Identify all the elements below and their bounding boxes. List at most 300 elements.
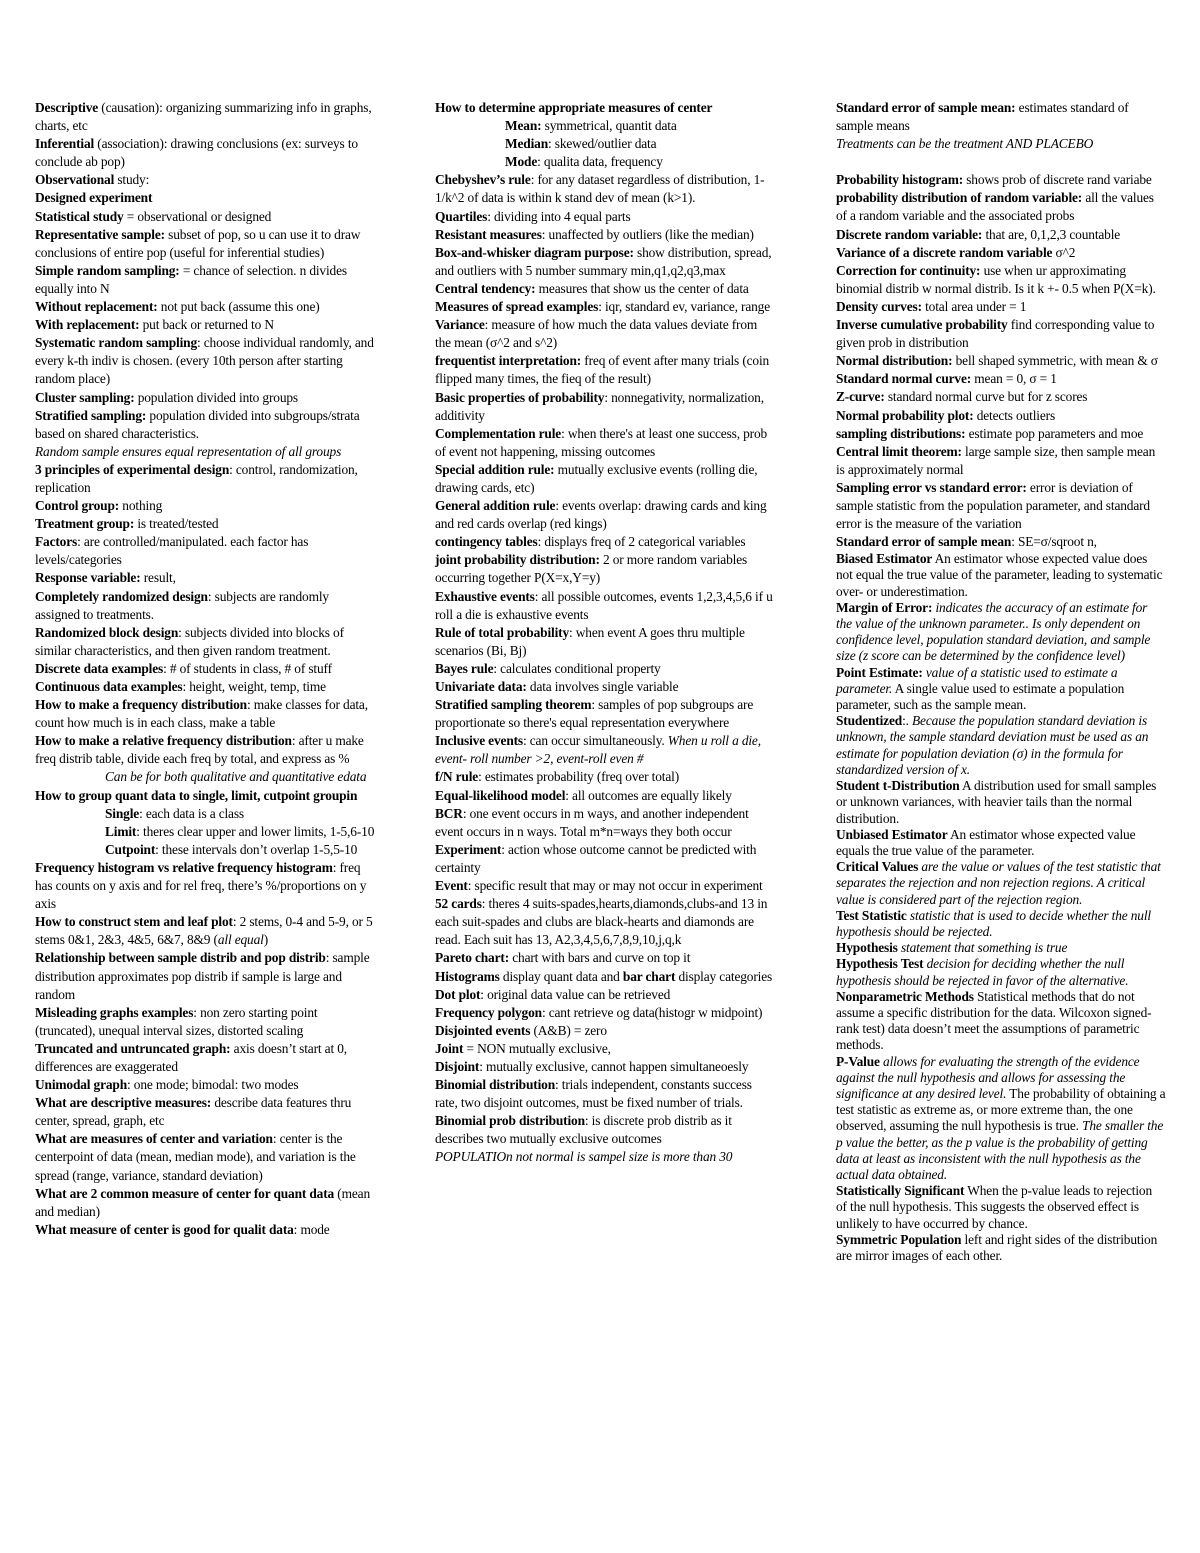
- entry-definition: A single value used to estimate a population parameter, such as the sample mean.: [836, 680, 1125, 713]
- entry-definition: : each data is a class: [139, 805, 244, 821]
- entry-definition: : calculates conditional property: [493, 660, 661, 676]
- glossary-entry: [836, 713, 1166, 778]
- entry-definition: : estimates probability (freq over total): [478, 769, 680, 785]
- glossary-entry: [435, 316, 775, 352]
- entry-term: Treatment group:: [35, 516, 135, 532]
- entry-term: Joint: [435, 1040, 464, 1056]
- entry-term: Inclusive events: [435, 733, 523, 749]
- glossary-entry: [836, 940, 1166, 956]
- glossary-entry: [836, 827, 1166, 859]
- entry-term: Normal distribution:: [836, 353, 953, 369]
- glossary-entry: [35, 859, 375, 913]
- entry-italic-text: POPULATIOn not normal is sampel size is more than 30: [435, 1149, 733, 1165]
- entry-term: How to construct stem and leaf plot: [35, 914, 233, 930]
- entry-italic-text: value of a statistic used to estimate a parameter.: [836, 664, 1118, 696]
- glossary-entry: [836, 99, 1166, 135]
- glossary-entry: [435, 1022, 775, 1040]
- glossary-entry: [435, 117, 775, 135]
- entry-definition: : mode: [293, 1221, 330, 1237]
- entry-definition: (mean and median): [35, 1185, 370, 1219]
- entry-definition: : 2 stems, 0-4 and 5-9, or 5 stems 0&1, 2&3, 4&5, 6&7, 8&9 (: [35, 914, 373, 948]
- column-3-lower: [836, 551, 1166, 1264]
- glossary-entry: [435, 208, 775, 226]
- entry-definition: : mutually exclusive, cannot happen simultaneoesly: [479, 1058, 749, 1074]
- entry-italic-text: Because the population standard deviation is unknown, the sample standard deviation must be used as an estimate for population deviation (σ) in the formula for standardized version of x.: [836, 713, 1149, 777]
- entry-definition: : theres 4 suits-spades,hearts,diamonds,clubs-and 13 in each suit-spades and clubs are black-hearts and diamonds are read. Each suit has 13, A2,3,4,5,6,7,8,9,10,j,q,k: [435, 896, 768, 948]
- entry-term: Standard normal curve:: [836, 371, 972, 387]
- entry-italic-text: allows for evaluating the strength of the evidence against the null hypothesis and allows for assessing the significance at any desired level.: [836, 1053, 1140, 1101]
- entry-term: Quartiles: [435, 208, 488, 224]
- glossary-entry: [35, 805, 375, 823]
- entry-definition: : qualita data, frequency: [537, 154, 663, 170]
- glossary-entry: [435, 678, 775, 696]
- glossary-entry: [435, 389, 775, 425]
- entry-term: Symmetric Population: [836, 1231, 962, 1247]
- glossary-entry: [435, 551, 775, 587]
- entry-definition: measures that show us the center of data: [535, 280, 749, 296]
- entry-term: Experiment: [435, 841, 502, 857]
- entry-definition: estimate pop parameters and moe: [965, 425, 1144, 441]
- glossary-entry: [435, 588, 775, 624]
- entry-definition: : displays freq of 2 categorical variables: [537, 534, 746, 550]
- entry-definition: subset of pop, so u can use it to draw conclusions of entire pop (useful for inferential studies): [35, 226, 361, 260]
- entry-term: Exhaustive events: [435, 588, 535, 604]
- glossary-entry: [435, 624, 775, 660]
- glossary-entry: [836, 388, 1166, 406]
- entry-definition: nothing: [119, 498, 163, 514]
- entry-term: Complementation rule: [435, 425, 562, 441]
- glossary-entry: [35, 913, 375, 949]
- glossary-entry: [836, 551, 1166, 600]
- entry-term: Statistical study: [35, 208, 124, 224]
- entry-term: P-Value: [836, 1053, 880, 1069]
- glossary-entry: [836, 370, 1166, 388]
- glossary-entry: [35, 588, 375, 624]
- glossary-entry: [435, 968, 775, 986]
- glossary-entry: [836, 989, 1166, 1054]
- glossary-entry: [435, 135, 775, 153]
- glossary-entry: [435, 696, 775, 732]
- entry-term: Simple random sampling:: [35, 262, 180, 278]
- glossary-entry: [35, 1094, 375, 1130]
- glossary-entry: [35, 99, 375, 135]
- entry-definition: : action whose outcome cannot be predicted with certainty: [435, 841, 757, 875]
- entry-definition: symmetrical, quantit data: [541, 118, 677, 134]
- entry-term: 3 principles of experimental design: [35, 461, 230, 477]
- entry-definition: An estimator whose expected value equals the true value of the parameter.: [836, 826, 1136, 858]
- glossary-entry: [836, 352, 1166, 370]
- entry-term: Mean:: [505, 118, 542, 134]
- glossary-entry: [435, 1058, 775, 1076]
- entry-definition: all the values of a random variable and the associated probs: [836, 190, 1154, 224]
- glossary-entry: [836, 425, 1166, 443]
- entry-term: Discrete random variable:: [836, 226, 983, 242]
- entry-definition: : non zero starting point (truncated), unequal interval sizes, distorted scaling: [35, 1004, 318, 1038]
- glossary-entry: [35, 407, 375, 443]
- entry-term: Studentized: [836, 713, 903, 729]
- glossary-entry: [836, 778, 1166, 827]
- entry-definition: shows prob of discrete rand variabe: [963, 172, 1152, 188]
- entry-term: Continuous data examples: [35, 679, 183, 694]
- entry-term: Bayes rule: [435, 660, 494, 676]
- glossary-entry: [836, 171, 1166, 189]
- glossary-entry: [836, 443, 1166, 479]
- entry-definition: The probability of obtaining a test statistic as extreme as, or more extreme than, the one observed, assuming the null hypothesis is true.: [836, 1085, 1166, 1134]
- glossary-entry: [836, 135, 1166, 153]
- entry-term: Truncated and untruncated graph:: [35, 1040, 231, 1056]
- glossary-entry: [35, 189, 375, 207]
- entry-definition: : these intervals don’t overlap 1-5,5-10: [155, 841, 358, 857]
- entry-definition: = chance of selection. n divides equally into N: [35, 262, 347, 296]
- entry-definition: : unaffected by outliers (like the median): [541, 226, 754, 242]
- glossary-entry: [435, 153, 775, 171]
- entry-definition: ): [263, 932, 269, 948]
- entry-definition: data involves single variable: [526, 679, 679, 694]
- glossary-entry: [836, 533, 1166, 551]
- entry-definition: : skewed/outlier data: [548, 136, 657, 152]
- entry-term: Binomial prob distribution: [435, 1113, 585, 1129]
- entry-definition: : original data value can be retrieved: [480, 986, 671, 1002]
- glossary-entry: [35, 515, 375, 533]
- entry-italic-text: statement that something is true: [900, 940, 1068, 956]
- entry-definition: : samples of pop subgroups are proportionate so there's equal representation everywhere: [435, 697, 754, 731]
- entry-term: Critical Values: [836, 859, 919, 875]
- entry-term: Disjointed events: [435, 1022, 531, 1038]
- glossary-entry: [435, 425, 775, 461]
- glossary-entry: [35, 135, 375, 171]
- entry-definition: Statistical methods that do not assume a specific distribution for the data. Wilcoxon signed-rank test) data doesn’t meet the assumptions of parametric methods.: [836, 988, 1152, 1053]
- entry-definition: : when there's at least one success, prob of event not happening, missing outcomes: [435, 425, 768, 459]
- entry-term: Variance of a discrete random variable: [836, 244, 1053, 260]
- glossary-entry: [35, 1130, 375, 1184]
- glossary-entry: [435, 171, 775, 207]
- entry-term: Chebyshev’s rule: [435, 172, 531, 188]
- entry-term: Misleading graphs examples: [35, 1004, 194, 1020]
- entry-term: joint probability distribution:: [435, 552, 600, 568]
- entry-term: Discrete data examples: [35, 660, 164, 676]
- entry-definition: study:: [114, 172, 150, 188]
- glossary-entry: [836, 226, 1166, 244]
- entry-definition: display quant data and: [499, 968, 623, 984]
- entry-term: Factors: [35, 534, 78, 550]
- entry-definition: An estimator whose expected value does not equal the true value of the parameter, leading to systematic over- or underestimation.: [836, 551, 1163, 599]
- entry-term: bar chart: [622, 968, 676, 984]
- glossary-entry: [35, 226, 375, 262]
- glossary-entry: [435, 1112, 775, 1148]
- glossary-entry: [435, 895, 775, 949]
- glossary-entry: [435, 877, 775, 895]
- glossary-entry: [836, 956, 1166, 988]
- glossary-entry: [836, 479, 1166, 533]
- glossary-entry: [35, 696, 375, 732]
- entry-italic-text: decision for deciding whether the null hypothesis should be rejected in favor of the alternative.: [836, 956, 1129, 988]
- glossary-entry: [836, 244, 1166, 262]
- entry-italic-text: The smaller the p value the better, as the p value is the probability of getting data at least as inconsistent with the null hypothesis as the actual data obtained.: [836, 1118, 1164, 1182]
- entry-definition: : freq has counts on y axis and for rel freq, there’s %/proportions on y axis: [35, 859, 367, 912]
- glossary-entry: [435, 841, 775, 877]
- glossary-entry: [35, 208, 375, 226]
- entry-term: Pareto chart:: [435, 950, 510, 966]
- entry-term: Rule of total probability: [435, 624, 570, 640]
- entry-definition: bell shaped symmetric, with mean & σ: [952, 353, 1158, 369]
- entry-term: What are measures of center and variation: [35, 1131, 273, 1147]
- glossary-entry: [35, 298, 375, 316]
- glossary-entry: [35, 171, 375, 189]
- entry-definition: : after u make freq distrib table, divide each freq by total, and express as %: [35, 733, 364, 767]
- entry-term: Representative sample:: [35, 226, 165, 242]
- entry-term: Completely randomized design: [35, 588, 208, 604]
- entry-term: contingency tables: [435, 534, 538, 550]
- glossary-entry: [435, 461, 775, 497]
- entry-definition: : center is the centerpoint of data (mean, median mode), and variation is the spread (range, variance, standard deviation): [35, 1131, 356, 1183]
- entry-term: How to group quant data to single, limit, cutpoint groupin: [35, 787, 358, 803]
- entry-term: Sampling error vs standard error:: [836, 479, 1027, 495]
- glossary-entry: [35, 461, 375, 497]
- entry-definition: : make classes for data, count how much is in each class, make a table: [35, 697, 368, 731]
- entry-definition: that are, 0,1,2,3 countable: [982, 226, 1121, 242]
- glossary-entry: [435, 787, 775, 805]
- entry-term: Mode: [505, 154, 538, 170]
- entry-term: Frequency polygon: [435, 1004, 542, 1020]
- glossary-entry: [35, 768, 375, 786]
- entry-definition: : # of students in class, # of stuff: [163, 660, 332, 676]
- entry-definition: standard normal curve but for z scores: [884, 389, 1088, 405]
- glossary-entry: [35, 624, 375, 660]
- entry-definition: : subjects are randomly assigned to treatments.: [35, 588, 329, 622]
- glossary-entry: [35, 823, 375, 841]
- entry-term: Inferential: [35, 136, 95, 152]
- entry-definition: (causation): organizing summarizing info in graphs, charts, etc: [35, 100, 372, 134]
- glossary-entry: [836, 859, 1166, 908]
- entry-definition: not put back (assume this one): [157, 299, 320, 315]
- glossary-entry: [435, 533, 775, 551]
- entry-definition: 2 or more random variables occurring together P(X=x,Y=y): [435, 552, 748, 586]
- entry-definition: : cant retrieve og data(histogr w midpoint): [541, 1004, 763, 1020]
- glossary-entry: [836, 1054, 1166, 1184]
- glossary-entry: [35, 1076, 375, 1094]
- glossary-entry: [35, 732, 375, 768]
- entry-definition: : is discrete prob distrib as it describes two mutually exclusive outcomes: [435, 1113, 732, 1147]
- entry-term: Randomized block design: [35, 624, 179, 640]
- entry-definition: use when ur approximating binomial distrib w normal distrib. Is it k +- 0.5 when P(X=k).: [836, 262, 1156, 296]
- entry-term: Standard error of sample mean: [836, 534, 1012, 550]
- glossary-entry: [435, 1148, 775, 1166]
- glossary-entry: [836, 316, 1166, 352]
- entry-definition: mutually exclusive events (rolling die, drawing cards, etc): [435, 461, 758, 495]
- entry-term: BCR: [435, 805, 463, 821]
- entry-definition: A distribution used for small samples or unknown variances, with heavier tails than the normal distribution.: [836, 778, 1157, 826]
- entry-definition: : one mode; bimodal: two modes: [127, 1077, 299, 1093]
- entry-italic-text: indicates the accuracy of an estimate for the value of the unknown parameter.. Is only dependent on confidence level, population standard deviation, and sample size (z score can be determined by the confidence level): [836, 599, 1151, 664]
- entry-definition: : one event occurs in m ways, and another independent event occurs in n ways. Total m*n=ways they both occur: [435, 805, 749, 839]
- entry-term: Central limit theorem:: [836, 443, 962, 459]
- entry-term: Cluster sampling:: [35, 389, 135, 405]
- entry-term: Binomial distribution: [435, 1077, 556, 1093]
- entry-definition: chart with bars and curve on top it: [509, 950, 691, 966]
- entry-term: Unimodal graph: [35, 1077, 128, 1093]
- entry-term: Limit: [105, 823, 137, 839]
- glossary-entry: [435, 768, 775, 786]
- glossary-entry: [435, 949, 775, 967]
- entry-definition: : trials independent, constants success rate, two disjoint outcomes, must be fixed number of trials.: [435, 1077, 752, 1111]
- glossary-entry: [35, 1004, 375, 1040]
- column-3-upper: [836, 99, 1166, 551]
- entry-term: sampling distributions:: [836, 425, 966, 441]
- glossary-entry: [35, 569, 375, 587]
- entry-definition: : nonnegativity, normalization, additivity: [435, 389, 764, 423]
- entry-term: Margin of Error:: [836, 599, 933, 615]
- entry-term: Measures of spread examples: [435, 299, 599, 315]
- entry-term: Density curves:: [836, 298, 922, 314]
- glossary-entry: [35, 316, 375, 334]
- entry-definition: : control, randomization, replication: [35, 461, 358, 495]
- entry-definition: : measure of how much the data values deviate from the mean (σ^2 and s^2): [435, 317, 758, 351]
- entry-italic-text: Can be for both qualitative and quantitative edata: [105, 769, 367, 785]
- entry-term: Special addition rule:: [435, 461, 555, 477]
- glossary-entry: [35, 1221, 375, 1239]
- entry-term: Control group:: [35, 498, 120, 514]
- entry-definition: : iqr, standard ev, variance, range: [598, 299, 771, 315]
- entry-term: Statistically Significant: [836, 1183, 965, 1199]
- glossary-entry: [435, 805, 775, 841]
- glossary-entry: [35, 1040, 375, 1076]
- entry-term: Z-curve:: [836, 389, 885, 405]
- glossary-entry: [836, 407, 1166, 425]
- entry-term: Designed experiment: [35, 190, 153, 206]
- entry-definition: : all outcomes are equally likely: [565, 787, 732, 803]
- entry-term: Relationship between sample distrib and pop distrib: [35, 950, 326, 966]
- glossary-entry: [435, 660, 775, 678]
- column-3: [836, 99, 1166, 1264]
- entry-definition: : specific result that may or may not occur in experiment: [467, 878, 763, 894]
- glossary-entry: [836, 908, 1166, 940]
- entry-term: Probability histogram:: [836, 172, 964, 188]
- entry-term: How to make a frequency distribution: [35, 697, 247, 713]
- entry-definition: total area under = 1: [921, 298, 1027, 314]
- glossary-entry: [435, 99, 775, 117]
- entry-definition: : theres clear upper and lower limits, 1-5,6-10: [136, 823, 375, 839]
- glossary-entry: [435, 1004, 775, 1022]
- entry-definition: : sample distribution approximates pop distrib if sample is large and random: [35, 950, 370, 1002]
- glossary-entry: [35, 841, 375, 859]
- entry-term: Median: [505, 136, 548, 152]
- entry-definition: σ^2: [1052, 244, 1076, 260]
- entry-term: Disjoint: [435, 1058, 480, 1074]
- entry-definition: : events overlap: drawing cards and king and red cards overlap (red kings): [435, 498, 767, 532]
- entry-term: How to make a relative frequency distribution: [35, 733, 292, 749]
- glossary-entry: [35, 262, 375, 298]
- entry-definition: find corresponding value to given prob in distribution: [836, 317, 1155, 351]
- entry-term: Student t-Distribution: [836, 778, 960, 794]
- entry-term: Box-and-whisker diagram purpose:: [435, 244, 634, 260]
- entry-italic-text: statistic that is used to decide whether the null hypothesis should be rejected.: [836, 907, 1151, 939]
- column-2: [435, 99, 775, 1167]
- glossary-entry: [35, 678, 375, 696]
- entry-definition: : choose individual randomly, and every k-th indiv is chosen. (every 10th person after starting random place): [35, 335, 374, 387]
- glossary-entry: [435, 298, 775, 316]
- glossary-entry: [35, 787, 375, 805]
- glossary-entry: [35, 949, 375, 1003]
- entry-definition: : subjects divided into blocks of similar characteristics, and then given random treatment.: [35, 624, 344, 658]
- entry-term: Observational: [35, 172, 115, 188]
- entry-term: frequentist interpretation:: [435, 353, 582, 369]
- entry-term: Dot plot: [435, 986, 481, 1002]
- entry-term: 52 cards: [435, 896, 482, 912]
- entry-definition: mean = 0, σ = 1: [971, 371, 1057, 387]
- entry-definition: show distribution, spread, and outliers with 5 number summary min,q1,q2,q3,max: [435, 244, 772, 278]
- entry-term: Stratified sampling theorem: [435, 697, 592, 713]
- entry-definition: error is deviation of sample statistic from the population parameter, and standard error is the measure of the variation: [836, 479, 1150, 532]
- entry-term: With replacement:: [35, 317, 140, 333]
- glossary-entry: [836, 1232, 1166, 1264]
- entry-definition: : SE=σ/sqroot n,: [1011, 534, 1097, 550]
- entry-term: Central tendency:: [435, 280, 536, 296]
- entry-definition: When the p-value leads to rejection of the null hypothesis. This suggests the observed effect is unlikely to have occurred by chance.: [836, 1183, 1153, 1231]
- entry-term: Hypothesis: [836, 940, 898, 956]
- entry-term: Nonparametric Methods: [836, 988, 974, 1004]
- entry-definition: : dividing into 4 equal parts: [487, 208, 631, 224]
- entry-definition: : can occur simultaneously.: [523, 733, 668, 749]
- entry-definition: freq of event after many trials (coin flipped many times, the fieq of the result): [435, 353, 770, 387]
- entry-definition: estimates standard of sample means: [836, 100, 1129, 134]
- glossary-entry: [435, 986, 775, 1004]
- entry-term: What are descriptive measures:: [35, 1095, 212, 1111]
- entry-term: Stratified sampling:: [35, 407, 147, 423]
- entry-italic-text: Random sample ensures equal representation of all groups: [35, 443, 342, 459]
- glossary-entry: [435, 244, 775, 280]
- entry-term: Equal-likelihood model: [435, 787, 566, 803]
- entry-term: Descriptive: [35, 100, 99, 115]
- glossary-entry: [435, 226, 775, 244]
- entry-definition: display categories: [675, 968, 773, 984]
- glossary-entry: [35, 334, 375, 388]
- entry-term: probability distribution of random variable:: [836, 190, 1083, 206]
- entry-term: Without replacement:: [35, 299, 158, 315]
- entry-term: Unbiased Estimator: [836, 826, 948, 842]
- entry-term: What are 2 common measure of center for quant data: [35, 1185, 335, 1201]
- entry-term: Biased Estimator: [836, 551, 933, 567]
- entry-definition: result,: [140, 570, 176, 586]
- entry-term: Point Estimate:: [836, 664, 923, 680]
- glossary-entry: [35, 443, 375, 461]
- glossary-entry: [836, 665, 1166, 714]
- entry-definition: = observational or designed: [123, 208, 272, 224]
- entry-definition: axis doesn’t start at 0, differences are exaggerated: [35, 1040, 347, 1074]
- entry-term: Resistant measures: [435, 226, 542, 242]
- glossary-entry: [836, 1183, 1166, 1232]
- entry-term: Event: [435, 878, 468, 894]
- entry-term: Hypothesis Test: [836, 956, 924, 972]
- entry-definition: population divided into subgroups/strata based on shared characteristics.: [35, 407, 360, 441]
- entry-italic-text: Treatments can be the treatment AND PLACEBO: [836, 136, 1094, 152]
- entry-term: General addition rule: [435, 498, 556, 514]
- entry-definition: (association): drawing conclusions (ex: surveys to conclude ab pop): [35, 136, 358, 170]
- glossary-entry: [836, 600, 1166, 665]
- glossary-entry: [435, 1040, 775, 1058]
- entry-term: f/N rule: [435, 769, 479, 785]
- column-1: [35, 99, 375, 1239]
- entry-definition: = NON mutually exclusive,: [463, 1040, 611, 1056]
- entry-definition: describe data features thru center, spread, graph, etc: [35, 1095, 352, 1129]
- glossary-entry: [435, 732, 775, 768]
- entry-definition: : when event A goes thru multiple scenarios (Bi, Bj): [435, 624, 745, 658]
- entry-term: Single: [105, 805, 140, 821]
- entry-term: Histograms: [435, 968, 500, 984]
- entry-definition: is treated/tested: [134, 516, 219, 532]
- entry-italic-text: are the value or values of the test statistic that separates the rejection and non rejection regions. A critical value is considered part of the rejection region.: [836, 859, 1161, 907]
- glossary-entry: [35, 389, 375, 407]
- entry-term: Response variable:: [35, 570, 141, 586]
